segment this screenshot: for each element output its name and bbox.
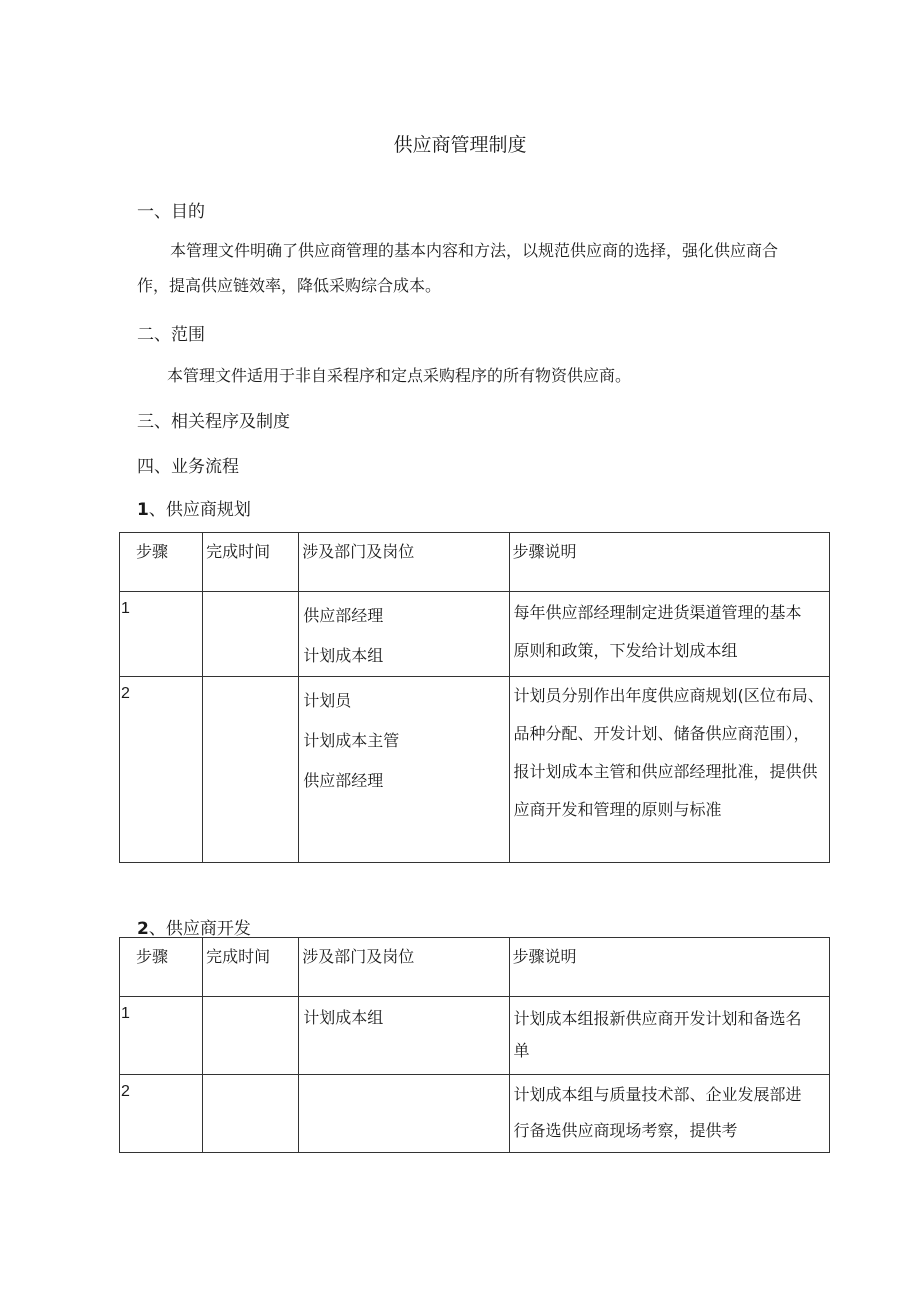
- purpose-paragraph-line-2: 作，提高供应链效率，降低采购综合成本。: [137, 276, 442, 295]
- desc-line: 原则和政策，下发给计划成本组: [513, 641, 738, 660]
- header-time: 完成时间: [203, 533, 299, 592]
- subheading-supplier-planning: [137, 495, 251, 520]
- desc-cell: [509, 592, 829, 677]
- dept-cell: [299, 592, 509, 677]
- completion-time: [203, 997, 299, 1075]
- completion-time: [203, 1075, 299, 1153]
- subheading-number: 1: [137, 500, 149, 520]
- desc-line: 行备选供应商现场考察，提供考: [513, 1121, 738, 1140]
- desc-cell: [509, 1075, 829, 1153]
- section-heading-purpose: 一、目的: [137, 202, 205, 222]
- desc-line: 每年供应部经理制定进货渠道管理的基本: [513, 603, 802, 622]
- desc-cell: [509, 677, 829, 863]
- table-row: [120, 592, 830, 677]
- desc-line: 单: [513, 1041, 530, 1060]
- dept-line: 供应部经理: [303, 606, 384, 625]
- section-heading-related: 三、相关程序及制度: [137, 412, 290, 432]
- dept-line: 计划员: [303, 691, 352, 710]
- header-dept: 涉及部门及岗位: [299, 938, 509, 997]
- dept-line: 计划成本组: [303, 1008, 384, 1027]
- desc-line: 应商开发和管理的原则与标准: [513, 800, 722, 819]
- desc-cell: [509, 997, 829, 1075]
- header-desc: 步骤说明: [509, 938, 829, 997]
- section-heading-process: 四、业务流程: [137, 457, 239, 477]
- dept-line: 计划成本主管: [303, 731, 400, 750]
- header-desc: 步骤说明: [509, 533, 829, 592]
- section-heading-scope: 二、范围: [137, 325, 205, 345]
- dept-cell: [299, 677, 509, 863]
- table-row: [120, 677, 830, 863]
- dept-line: 供应部经理: [303, 771, 384, 790]
- table-row: [120, 997, 830, 1075]
- desc-line: 品种分配、开发计划、储备供应商范围），: [513, 724, 810, 743]
- purpose-paragraph-line-1: 本管理文件明确了供应商管理的基本内容和方法，以规范供应商的选择，强化供应商合: [170, 241, 779, 260]
- step-number: 1: [120, 997, 203, 1075]
- step-number: 2: [120, 677, 203, 863]
- table-header-row: [120, 938, 830, 997]
- desc-line: 计划成本组报新供应商开发计划和备选名: [513, 1009, 802, 1028]
- header-step: 步骤: [120, 938, 203, 997]
- subheading-text: 、供应商规划: [148, 500, 251, 520]
- completion-time: [203, 677, 299, 863]
- header-time: 完成时间: [203, 938, 299, 997]
- desc-line: 计划成本组与质量技术部、企业发展部进: [513, 1085, 802, 1104]
- dept-cell: [299, 997, 509, 1075]
- step-number: 2: [120, 1075, 203, 1153]
- dept-line: 计划成本组: [303, 646, 384, 665]
- table-header-row: [120, 533, 830, 592]
- subheading-number: 2: [137, 919, 149, 939]
- completion-time: [203, 592, 299, 677]
- subheading-supplier-development: [137, 914, 251, 939]
- table-row: [120, 1075, 830, 1153]
- planning-table: [119, 532, 830, 863]
- document-title: 供应商管理制度: [393, 134, 527, 156]
- dept-cell: [299, 1075, 509, 1153]
- desc-line: 报计划成本主管和供应部经理批准，提供供: [513, 762, 818, 781]
- header-step: 步骤: [120, 533, 203, 592]
- scope-paragraph: 本管理文件适用于非自采程序和定点采购程序的所有物资供应商。: [167, 366, 632, 385]
- desc-line: 计划员分别作出年度供应商规划(区位布局、: [513, 686, 824, 705]
- header-dept: 涉及部门及岗位: [299, 533, 509, 592]
- step-number: 1: [120, 592, 203, 677]
- development-table: [119, 937, 830, 1153]
- subheading-text: 、供应商开发: [148, 919, 251, 939]
